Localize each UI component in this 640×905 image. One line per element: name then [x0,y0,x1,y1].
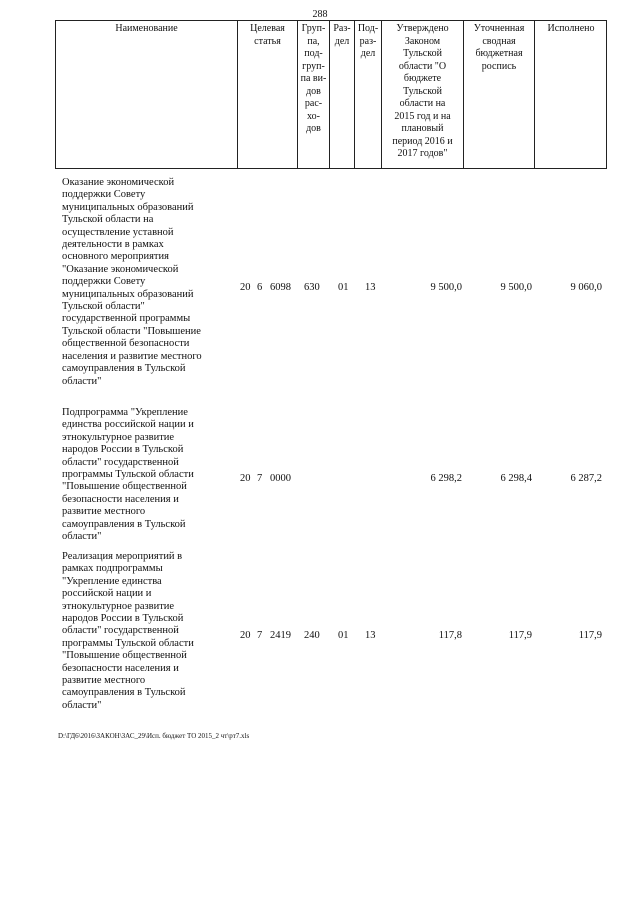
row-code2: 7 [257,630,263,641]
row-executed: 6 287,2 [570,473,602,484]
row-code3: 2419 [270,630,291,641]
row-group: 630 [304,282,320,293]
row-code3: 0000 [270,473,291,484]
row-code2: 6 [257,282,263,293]
row-code3: 6098 [270,282,291,293]
row-executed: 117,9 [578,630,602,641]
row-refined: 9 500,0 [500,282,532,293]
header-target: Целевая статья [238,21,298,168]
row-approved: 117,8 [438,630,462,641]
footer-file-path: D:\ГД6\2016\ЗАКОН\ЗАС_29\Исп. бюджет ТО 2015_2 чт\рт7.xls [58,732,250,740]
row-name: Оказание экономической поддержки Совету муниципальных образований Тульской области на осуществление уставной деятельности в рамках основного мероприятия "Оказание экономической поддержки Совету муниципальных образований Тульской области" государственной программы Тульской области "Повышение общественной безопасности населения и развитие местного самоуправления в Тульской области" [62,177,202,387]
row-subsection: 13 [365,282,376,293]
row-section: 01 [338,630,349,641]
row-group: 240 [304,630,320,641]
page-number: 288 [312,9,328,20]
row-refined: 6 298,4 [500,473,532,484]
header-name: Наименование [56,21,238,168]
row-section: 01 [338,282,349,293]
row-subsection: 13 [365,630,376,641]
header-approved: Утверждено Законом Тульской области "О бюджете Тульской области на 2015 год и на плановый период 2016 и 2017 годов" [382,21,464,168]
row-executed: 9 060,0 [570,282,602,293]
header-subsection: Под- раз- дел [355,21,382,168]
row-code2: 7 [257,473,263,484]
row-code1: 20 [240,473,251,484]
header-section: Раз- дел [330,21,355,168]
row-code1: 20 [240,630,251,641]
row-code1: 20 [240,282,251,293]
header-group: Груп- па, под- груп- па ви- дов рас- хо- дов [298,21,330,168]
row-approved: 9 500,0 [430,282,462,293]
row-refined: 117,9 [508,630,532,641]
header-executed: Исполнено [547,23,595,34]
table-header [55,20,607,169]
row-approved: 6 298,2 [430,473,462,484]
row-name: Подпрограмма "Укрепление единства российской нации и этнокультурное развитие народов России в Тульской области" государственной программы Тульской области "Повышение общественной безопасности населения и развитие местного самоуправления в Тульской области" [62,407,194,543]
header-refined: Уточненная сводная бюджетная роспись [464,21,535,168]
row-name: Реализация мероприятий в рамках подпрограммы "Укрепление единства российской нации и этнокультурное развитие народов России в Тульской области" государственной программы Тульской области "Повышение общественной безопасности населения и развитие местного самоуправления в Тульской области" [62,551,194,711]
